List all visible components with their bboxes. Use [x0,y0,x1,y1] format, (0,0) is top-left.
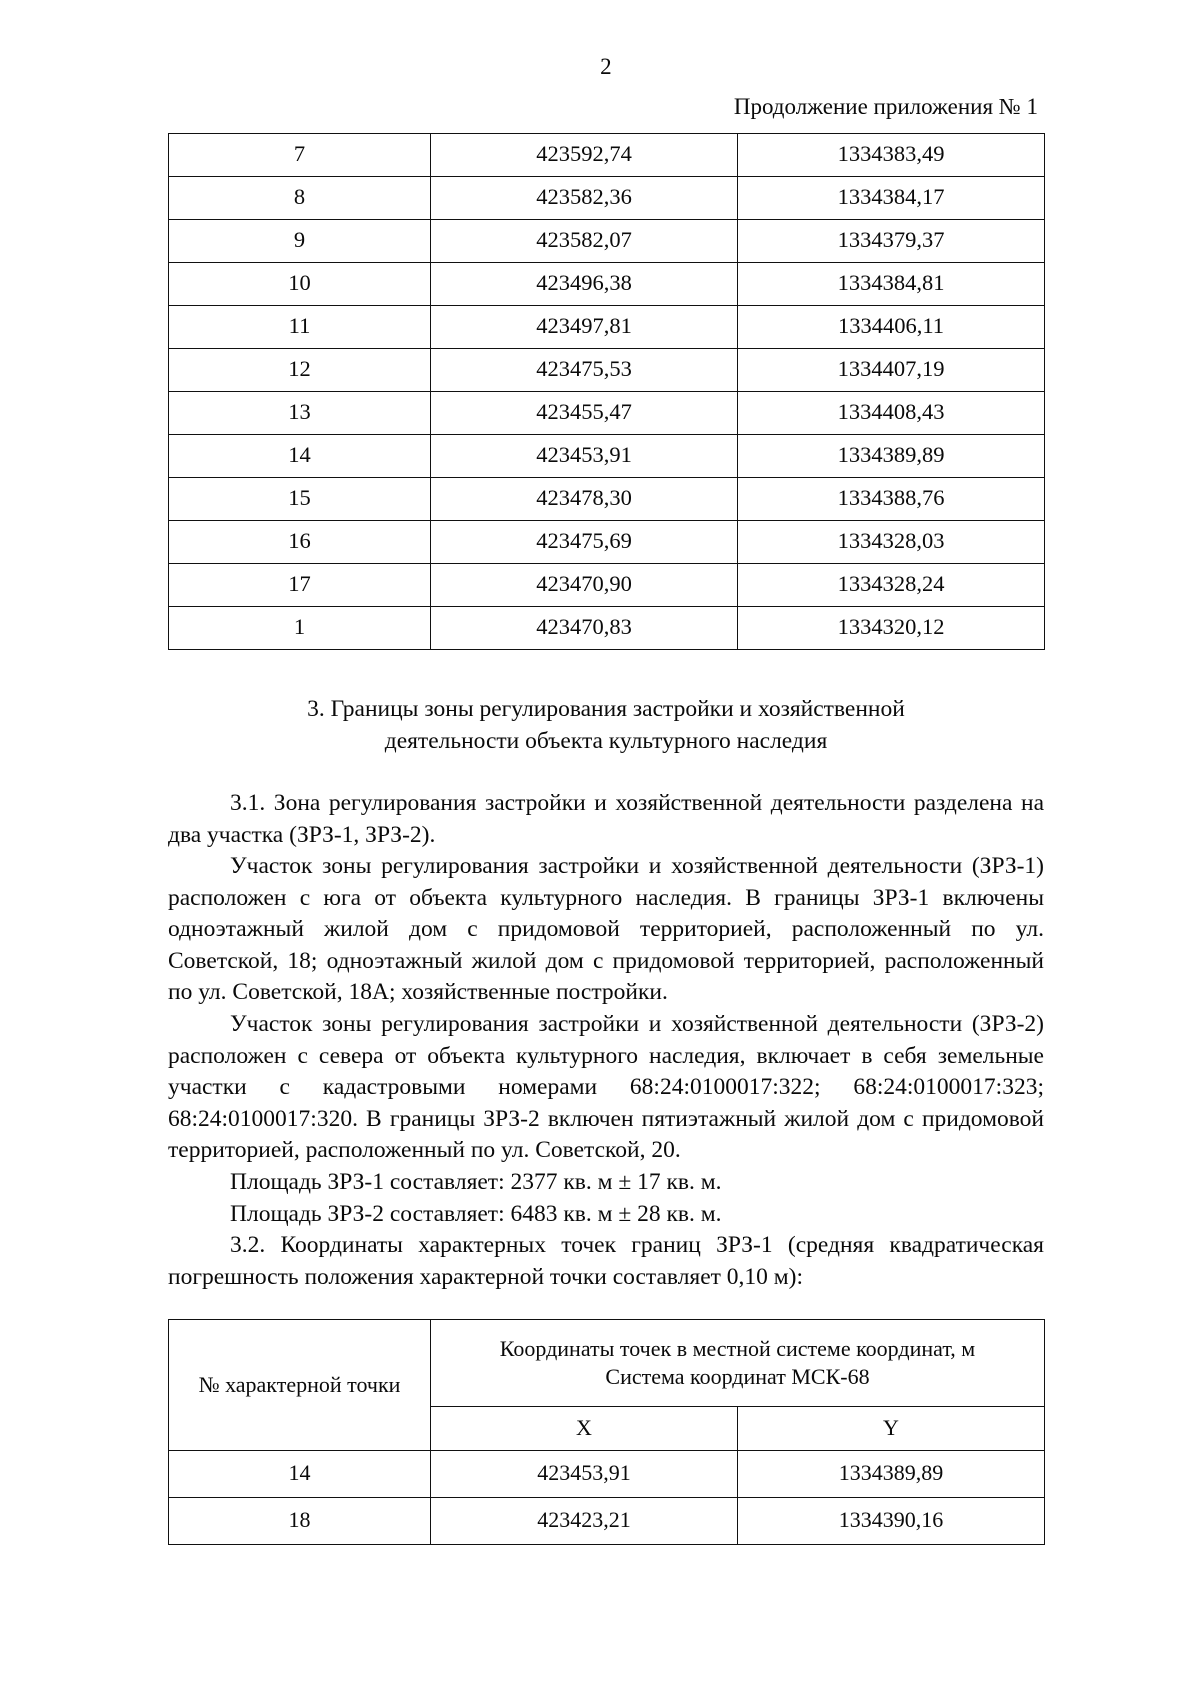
point-number: 15 [169,478,431,521]
header-coordinates-line2: Система координат МСК-68 [605,1364,870,1390]
table-row [169,306,1045,349]
point-number: 1 [169,607,431,650]
coordinate-x: 423475,69 [431,521,738,564]
table-row [169,263,1045,306]
coordinate-x: 423470,83 [431,607,738,650]
point-number: 13 [169,392,431,435]
coordinate-y: 1334388,76 [738,478,1045,521]
coordinate-x: 423497,81 [431,306,738,349]
paragraph-area-zrz2: Площадь ЗРЗ-2 составляет: 6483 кв. м ± 28 кв. м. [230,1200,722,1227]
header-point-number: № характерной точки [169,1320,431,1450]
table-row [169,134,1045,177]
table-row [169,521,1045,564]
point-number: 9 [169,220,431,263]
page-number: 2 [600,54,612,79]
coordinate-x: 423470,90 [431,564,738,607]
coordinates-table-top-body [169,134,1045,650]
point-number: 14 [169,435,431,478]
point-number: 7 [169,134,431,177]
coordinates-table-top [168,133,1045,650]
header-x: X [431,1407,738,1450]
paragraph-zrz1: Участок зоны регулирования застройки и хозяйственной деятельности (ЗРЗ-1) расположен с юга от объекта культурного наследия. В границы ЗРЗ-1 включены одноэтажный жилой дом с придомовой территорией, расположенный по ул. Советской, 18; одноэтажный жилой дом с придомовой территорией, расположенный по ул. Советской, 18А; хозяйственные постройки. [168,853,1044,1006]
paragraph-area-zrz1: Площадь ЗРЗ-1 составляет: 2377 кв. м ± 17 кв. м. [230,1169,722,1196]
coordinate-x: 423475,53 [431,349,738,392]
coordinate-y: 1334407,19 [738,349,1045,392]
coordinate-y: 1334328,03 [738,521,1045,564]
coordinate-y: 1334383,49 [738,134,1045,177]
coordinate-x: 423582,07 [431,220,738,263]
point-number: 16 [169,521,431,564]
paragraph-3-1: 3.1. Зона регулирования застройки и хозяйственной деятельности разделена на два участка (ЗРЗ-1, ЗРЗ-2). [168,789,1044,848]
coordinate-x: 423453,91 [431,435,738,478]
table-row [169,349,1045,392]
continuation-label: Продолжение приложения № 1 [733,94,1038,119]
coordinates-table-bottom-body [169,1450,1045,1544]
coordinate-x: 423582,36 [431,177,738,220]
paragraph-3-2: 3.2. Координаты характерных точек границ ЗРЗ-1 (средняя квадратическая погрешность положения характерной точки составляет 0,10 м): [168,1232,1044,1290]
coordinate-y: 1334389,89 [738,435,1045,478]
point-number: 8 [169,177,431,220]
header-coordinates [431,1320,1045,1407]
table-row [169,1497,1045,1544]
section-title-line2: деятельности объекта культурного наследия [384,727,828,754]
table-row [169,177,1045,220]
coordinates-table-bottom [168,1319,1045,1544]
point-number: 12 [169,349,431,392]
coordinate-y: 1334379,37 [738,220,1045,263]
coordinate-x: 423478,30 [431,478,738,521]
page-content [168,0,1044,1545]
point-number: 17 [169,564,431,607]
table-header-row [169,1320,1045,1407]
coordinate-y: 1334384,17 [738,177,1045,220]
section-title-line1: 3. Границы зоны регулирования застройки и хозяйственной [307,696,905,722]
coordinate-x: 423496,38 [431,263,738,306]
table-row [169,392,1045,435]
table-row [169,564,1045,607]
coordinates-table-bottom-head [169,1320,1045,1450]
point-number: 14 [169,1450,431,1497]
point-number: 11 [169,306,431,349]
coordinate-x: 423453,91 [431,1450,738,1497]
point-number: 18 [169,1497,431,1544]
coordinate-y: 1334408,43 [738,392,1045,435]
coordinate-y: 1334389,89 [738,1450,1045,1497]
coordinate-x: 423592,74 [431,134,738,177]
section-title [168,694,1044,758]
header-coordinates-line1: Координаты точек в местной системе координат, м [499,1336,976,1362]
header-y: Y [738,1407,1045,1450]
table-row [169,607,1045,650]
coordinate-y: 1334320,12 [738,607,1045,650]
coordinate-y: 1334390,16 [738,1497,1045,1544]
coordinate-y: 1334384,81 [738,263,1045,306]
paragraph-zrz2: Участок зоны регулирования застройки и хозяйственной деятельности (ЗРЗ-2) расположен с севера от объекта культурного наследия, включает в себя земельные участки с кадастровыми номерами 68:24:0100017:322; 68:24:0100017:323; 68:24:0100017:320. В границы ЗРЗ-2 включен пятиэтажный жилой дом с придомовой территорией, расположенный по ул. Советской, 20. [168,1011,1044,1164]
table-row [169,220,1045,263]
coordinate-y: 1334406,11 [738,306,1045,349]
table-row [169,435,1045,478]
coordinate-x: 423423,21 [431,1497,738,1544]
table-row [169,478,1045,521]
table-row [169,1450,1045,1497]
coordinate-x: 423455,47 [431,392,738,435]
coordinate-y: 1334328,24 [738,564,1045,607]
point-number: 10 [169,263,431,306]
